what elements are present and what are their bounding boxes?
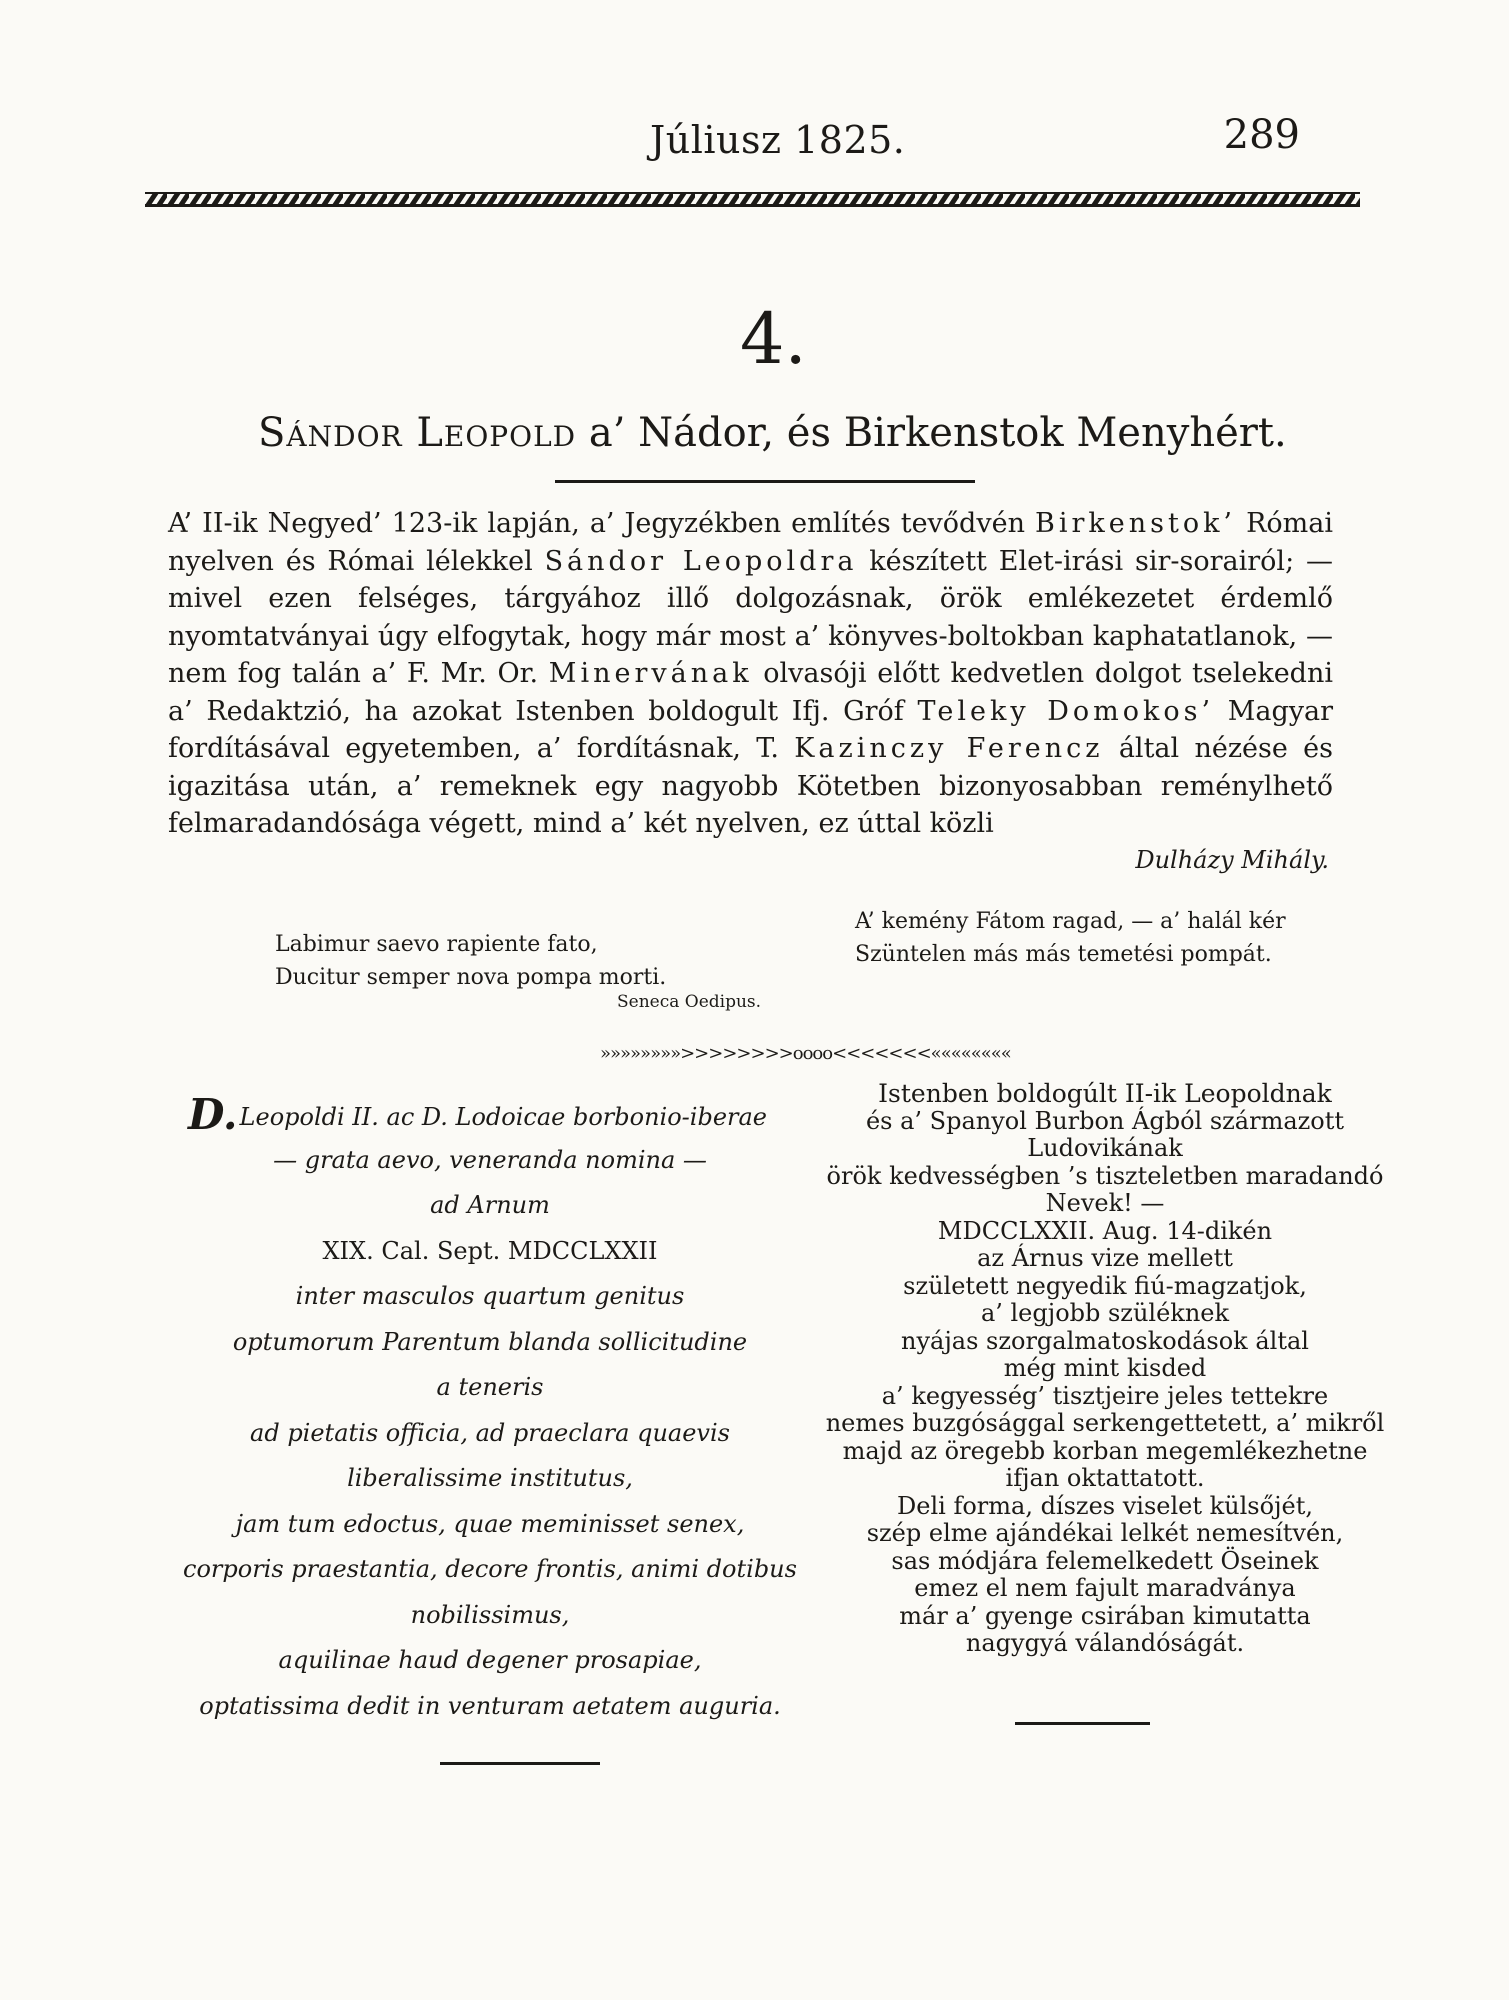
inscription-line: a’ kegyesség’ tisztjeire jeles tettekre (881, 1381, 1329, 1410)
inscription-line: ifjan oktattatott. (1005, 1464, 1205, 1492)
inscription-line: már a’ gyenge csirában kimutatta (899, 1601, 1311, 1630)
inscription-line: sas módjára felemelkedett Öseinek (891, 1546, 1319, 1575)
intro-text: által nézése és igazitása után, a’ remeknek egy nagyobb Kötetben bizonyosabban reménylhető felmaradandósága végett, mind a’ két nyelven, ez úttal közli (168, 733, 1333, 839)
intro-text: olvasóji előtt kedvetlen dolgot tselekedni a’ Redaktzió, ha azokat Istenben boldogult Ifj. Gróf (168, 658, 1333, 727)
intro-paragraph (168, 505, 1333, 843)
motto-line: Szüntelen más más temetési pompát. (855, 942, 1272, 967)
ornamental-border-rule (145, 187, 1360, 213)
inscription-line: ad Arnum (430, 1191, 550, 1219)
motto-line: Ducitur semper nova pompa morti. (275, 965, 667, 990)
latin-inscription (180, 1092, 800, 1729)
title-rest: a’ Nádor, és Birkenstok Menyhért. (576, 410, 1287, 456)
inscription-line: Deli forma, díszes viselet külsőjét, (897, 1491, 1313, 1520)
signature: Dulházy Mihály. (1135, 846, 1329, 874)
inscription-line: az Árnus vize mellett (977, 1244, 1233, 1272)
article-title (258, 410, 1287, 456)
motto-latin (275, 928, 666, 994)
intro-name: Minervának (548, 658, 753, 689)
hungarian-inscription (805, 1080, 1405, 1658)
inscription-line: nyájas szorgalmatoskodások által (901, 1326, 1309, 1355)
intro-name: Teleky Domokos’ (917, 695, 1215, 727)
running-title: Júliusz 1825. (650, 118, 906, 162)
inscription-line: XIX. Cal. Sept. MDCCLXXII (322, 1236, 658, 1265)
inscription-line: majd az öregebb korban megemlékezhetne (842, 1436, 1368, 1465)
inscription-line: liberalissime institutus, (347, 1464, 633, 1492)
hungarian-column-end-rule (1015, 1722, 1150, 1725)
inscription-line: Istenben boldogúlt II-ik Leopoldnak (878, 1079, 1332, 1108)
inscription-line: jam tum edoctus, quae meminisset senex, (235, 1509, 745, 1538)
inscription-text: Leopoldi II. ac D. Lodoicae borbonio-iberae (239, 1103, 768, 1131)
intro-name: Kazinczy Ferencz (794, 733, 1104, 764)
intro-text: A’ II-ik Negyed’ 123-ik lapján, a’ Jegyzékben említés tevődvén (168, 508, 1035, 539)
inscription-line: és a’ Spanyol Burbon Ágból származott (865, 1106, 1345, 1135)
intro-name: Sándor Leopoldra (544, 545, 858, 577)
inscription-line: nobilissimus, (410, 1600, 570, 1629)
inscription-line: ad pietatis officia, ad praeclara quaevis (250, 1418, 730, 1447)
motto-hungarian (855, 905, 1286, 971)
inscription-line: emez el nem fajult maradványa (914, 1574, 1296, 1602)
inscription-line: Ludovikának (1027, 1134, 1183, 1162)
intro-text: Római nyelven és Római lélekkel (168, 508, 1333, 577)
inscription-line: inter masculos quartum genitus (295, 1282, 685, 1310)
drop-cap: D. (188, 1090, 238, 1139)
inscription-line: a’ legjobb szüléknek (980, 1299, 1230, 1327)
inscription-line: a teneris (436, 1373, 544, 1401)
section-number: 4. (740, 298, 807, 380)
inscription-line: optatissima dedit in venturam aetatem auguria. (199, 1691, 781, 1720)
motto-line: Labimur saevo rapiente fato, (275, 932, 598, 957)
page-header (140, 112, 1330, 178)
inscription-line: — grata aevo, veneranda nomina — (273, 1145, 707, 1174)
inscription-line (180, 1092, 800, 1138)
divider-ornament: »»»»»»»»>>>>>>>>oooo<<<<<<<«««««««« (600, 1043, 1011, 1064)
intro-name: Birkenstok’ (1035, 508, 1237, 539)
inscription-line: született negyedik fiú-magzatjok, (903, 1271, 1307, 1300)
page-number: 289 (1223, 112, 1300, 158)
intro-text: Magyar fordításával egyetemben, a’ fordításnak, T. (168, 695, 1333, 764)
inscription-line: nemes buzgósággal serkengettetett, a’ mikről (825, 1409, 1385, 1437)
title-underline (555, 480, 975, 483)
intro-text: készített Elet-irási sir-sorairól; — mivel ezen felséges, tárgyához illő dolgozásnak, örök emlékezetet érdemlő nyomtatványai úgy elfogytak, hogy már most a’ könyves-boltokban kaphatatlanok, — nem fog talán a’ F. Mr. Or. (168, 545, 1334, 689)
inscription-line: optumorum Parentum blanda sollicitudine (232, 1327, 748, 1356)
inscription-line: aquilinae haud degener prosapiae, (278, 1646, 702, 1674)
inscription-line: corporis praestantia, decore frontis, animi dotibus (183, 1555, 797, 1583)
inscription-line: nagygyá válandóságát. (965, 1629, 1245, 1657)
inscription-line: még mint kisded (1003, 1354, 1207, 1382)
inscription-line: MDCCLXXII. Aug. 14-dikén (937, 1216, 1273, 1245)
inscription-line: szép elme ajándékai lelkét nemesítvén, (866, 1519, 1344, 1547)
inscription-line: Nevek! — (1045, 1189, 1165, 1217)
motto-line: A’ kemény Fátom ragad, — a’ halál kér (855, 909, 1286, 934)
inscription-line: örök kedvességben ’s tiszteletben maradandó (826, 1161, 1384, 1190)
motto-attribution: Seneca Oedipus. (617, 992, 762, 1012)
title-name: Sándor Leopold (258, 410, 577, 456)
latin-column-end-rule (440, 1762, 600, 1765)
